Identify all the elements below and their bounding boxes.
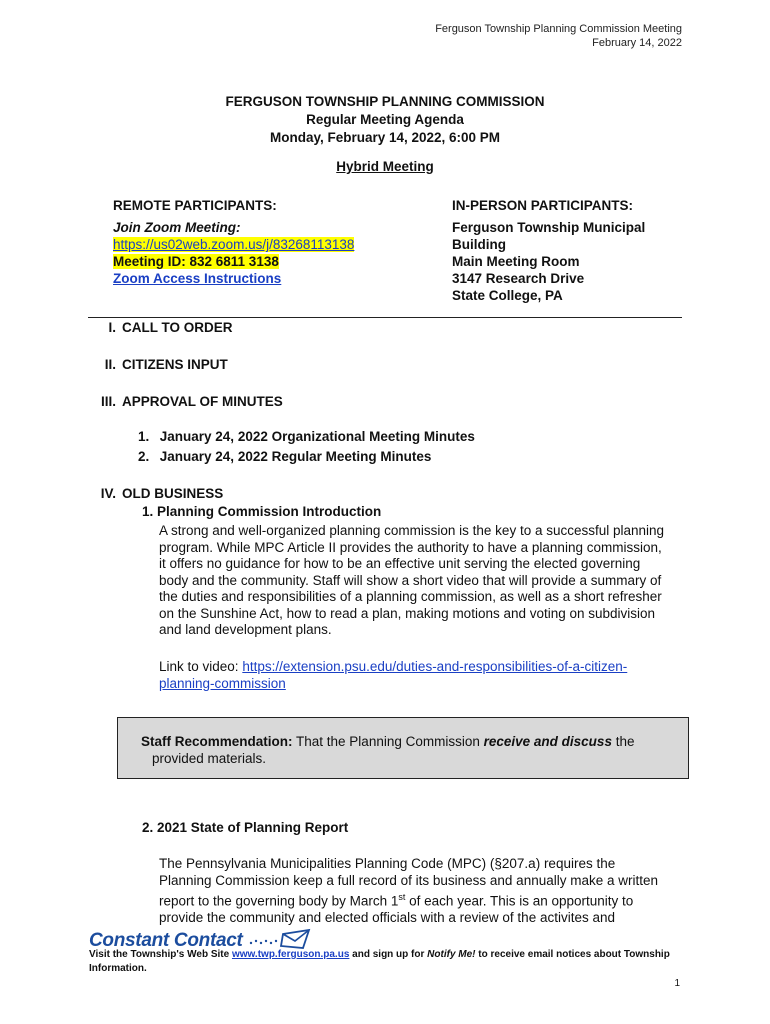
envelope-icon (247, 928, 311, 950)
venue-line: Building (452, 237, 506, 252)
hybrid-meeting-heading: Hybrid Meeting (336, 159, 434, 174)
remote-participants (113, 197, 354, 287)
venue-city: State College, PA (452, 288, 563, 303)
township-website-link[interactable]: www.twp.ferguson.pa.us (231, 949, 350, 960)
divider (88, 317, 682, 318)
remote-heading: REMOTE PARTICIPANTS: (113, 198, 277, 213)
running-header-title: Ferguson Township Planning Commission Meeting (435, 23, 682, 35)
item1-description: A strong and well-organized planning commission is the key to a successful planning program. While MPC Article II provides the authority to have a planning commission, it offers no guidance for how to be an effective unit serving the elected governing body and the community. Staff will show a short video that will provide a summary of the duties and responsibilities of a planning commission, as well as a short refresher on the Sunshine Act, how to read a plan, making motions and voting on subdivision and land development plans. (159, 523, 665, 637)
section-call-to-order: I. CALL TO ORDER (108, 320, 233, 335)
list-item: 2. January 24, 2022 Regular Meeting Minutes (138, 449, 432, 464)
constant-contact-logo: Constant Contact (89, 928, 311, 952)
inperson-heading: IN-PERSON PARTICIPANTS: (452, 198, 634, 213)
footer-notice: Visit the Township's Web Site www.twp.ferguson.pa.us and sign up for Notify Me! to receive email notices about Township Information. (89, 949, 670, 974)
agenda-title-block (0, 93, 770, 147)
minutes-list (138, 427, 475, 467)
section-approval-minutes: III. APPROVAL OF MINUTES (100, 394, 283, 409)
section-citizens-input: II. CITIZENS INPUT (104, 357, 228, 372)
video-link[interactable]: https://extension.psu.edu/duties-and-responsibilities-of-a-citizen- (242, 659, 628, 674)
video-link-cont[interactable]: planning-commission (159, 675, 286, 691)
agenda-date: Monday, February 14, 2022, 6:00 PM (269, 130, 501, 145)
video-link-block: Link to video: https://extension.psu.edu/duties-and-responsibilities-of-a-citizen- planning-commission (159, 659, 628, 691)
venue-address: 3147 Research Drive (452, 271, 585, 286)
staff-recommendation-text: Staff Recommendation: That the Planning Commission receive and discuss the provided materials. (141, 734, 635, 766)
section-old-business: IV. OLD BUSINESS (100, 486, 224, 501)
venue-room: Main Meeting Room (452, 254, 580, 269)
join-zoom-label: Join Zoom Meeting: (113, 220, 241, 235)
venue-line: Ferguson Township Municipal (452, 220, 646, 235)
running-header (435, 22, 682, 50)
meeting-id: Meeting ID: 832 6811 3138 (113, 254, 279, 269)
inperson-participants (452, 197, 645, 304)
running-header-date: February 14, 2022 (592, 37, 682, 49)
item2-description: The Pennsylvania Municipalities Planning Code (MPC) (§207.a) requires the Planning Commission keep a full record of its business and annually make a written report to the governing body by March 1st of each year. This is an opportunity to provide the community and elected officials with a review of the activites and (159, 856, 659, 925)
agenda-subtitle: Regular Meeting Agenda (306, 112, 464, 127)
page-number: 1 (674, 978, 680, 989)
item-heading: 1. Planning Commission Introduction (142, 504, 382, 519)
zoom-meeting-link[interactable]: https://us02web.zoom.us/j/83268113138 (113, 237, 355, 252)
item-heading: 2. 2021 State of Planning Report (142, 820, 349, 835)
agenda-title: FERGUSON TOWNSHIP PLANNING COMMISSION (225, 94, 545, 109)
zoom-instructions-link[interactable]: Zoom Access Instructions (113, 271, 282, 286)
list-item: 1. January 24, 2022 Organizational Meeting Minutes (138, 429, 475, 444)
